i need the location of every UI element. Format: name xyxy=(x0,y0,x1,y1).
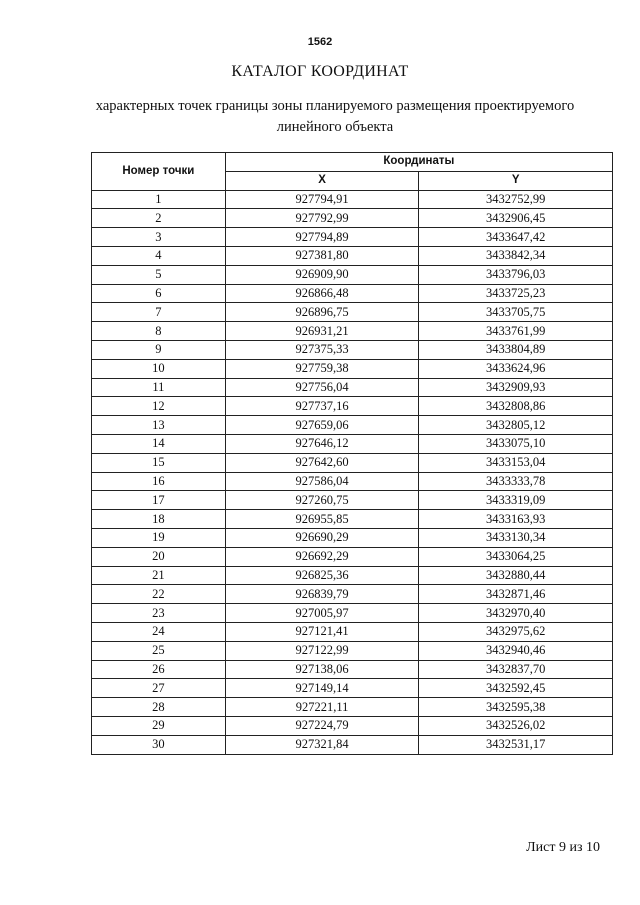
x-coordinate-cell: 927792,99 xyxy=(225,209,419,228)
x-coordinate-cell: 927121,41 xyxy=(225,622,419,641)
x-coordinate-cell: 927221,11 xyxy=(225,698,419,717)
point-number-cell: 23 xyxy=(92,604,226,623)
table-row xyxy=(92,510,613,529)
y-coordinate-cell: 3433075,10 xyxy=(419,434,613,453)
y-coordinate-cell: 3433624,96 xyxy=(419,359,613,378)
y-coordinate-cell: 3432940,46 xyxy=(419,641,613,660)
point-number-cell: 17 xyxy=(92,491,226,510)
y-coordinate-cell: 3432871,46 xyxy=(419,585,613,604)
y-coordinate-cell: 3432595,38 xyxy=(419,698,613,717)
y-coordinate-cell: 3432970,40 xyxy=(419,604,613,623)
table-row xyxy=(92,228,613,247)
y-coordinate-cell: 3433761,99 xyxy=(419,322,613,341)
y-coordinate-cell: 3433705,75 xyxy=(419,303,613,322)
x-coordinate-cell: 927321,84 xyxy=(225,735,419,754)
y-coordinate-cell: 3433804,89 xyxy=(419,340,613,359)
point-number-cell: 5 xyxy=(92,265,226,284)
point-number-cell: 6 xyxy=(92,284,226,303)
x-coordinate-cell: 926931,21 xyxy=(225,322,419,341)
header-coordinates: Координаты xyxy=(225,153,612,172)
x-coordinate-cell: 927260,75 xyxy=(225,491,419,510)
x-coordinate-cell: 927138,06 xyxy=(225,660,419,679)
y-coordinate-cell: 3433319,09 xyxy=(419,491,613,510)
point-number-cell: 21 xyxy=(92,566,226,585)
document-subtitle xyxy=(60,96,610,138)
y-coordinate-cell: 3432526,02 xyxy=(419,716,613,735)
y-coordinate-cell: 3432906,45 xyxy=(419,209,613,228)
table-row xyxy=(92,416,613,435)
point-number-cell: 9 xyxy=(92,340,226,359)
point-number-cell: 15 xyxy=(92,453,226,472)
point-number-cell: 28 xyxy=(92,698,226,717)
table-row xyxy=(92,397,613,416)
table-row xyxy=(92,735,613,754)
y-coordinate-cell: 3433796,03 xyxy=(419,265,613,284)
table-row xyxy=(92,716,613,735)
table-row xyxy=(92,566,613,585)
point-number-cell: 22 xyxy=(92,585,226,604)
table-row xyxy=(92,472,613,491)
y-coordinate-cell: 3432592,45 xyxy=(419,679,613,698)
point-number-cell: 16 xyxy=(92,472,226,491)
point-number-cell: 26 xyxy=(92,660,226,679)
table-row xyxy=(92,303,613,322)
coordinates-table xyxy=(91,152,613,755)
point-number-cell: 27 xyxy=(92,679,226,698)
table-row xyxy=(92,434,613,453)
table-row xyxy=(92,209,613,228)
point-number-cell: 12 xyxy=(92,397,226,416)
x-coordinate-cell: 927122,99 xyxy=(225,641,419,660)
point-number-cell: 30 xyxy=(92,735,226,754)
point-number-cell: 4 xyxy=(92,246,226,265)
x-coordinate-cell: 927642,60 xyxy=(225,453,419,472)
x-coordinate-cell: 926690,29 xyxy=(225,528,419,547)
x-coordinate-cell: 927586,04 xyxy=(225,472,419,491)
y-coordinate-cell: 3433333,78 xyxy=(419,472,613,491)
y-coordinate-cell: 3433130,34 xyxy=(419,528,613,547)
x-coordinate-cell: 926825,36 xyxy=(225,566,419,585)
point-number-cell: 29 xyxy=(92,716,226,735)
x-coordinate-cell: 927005,97 xyxy=(225,604,419,623)
table-row xyxy=(92,679,613,698)
table-row xyxy=(92,246,613,265)
point-number-cell: 18 xyxy=(92,510,226,529)
point-number-cell: 13 xyxy=(92,416,226,435)
subtitle-line-1: характерных точек границы зоны планируемого размещения проектируемого xyxy=(95,98,575,114)
point-number-cell: 1 xyxy=(92,190,226,209)
table-row xyxy=(92,622,613,641)
x-coordinate-cell: 927149,14 xyxy=(225,679,419,698)
y-coordinate-cell: 3433153,04 xyxy=(419,453,613,472)
y-coordinate-cell: 3432837,70 xyxy=(419,660,613,679)
table-row xyxy=(92,698,613,717)
table-row xyxy=(92,660,613,679)
x-coordinate-cell: 926839,79 xyxy=(225,585,419,604)
table-row xyxy=(92,528,613,547)
x-coordinate-cell: 926896,75 xyxy=(225,303,419,322)
x-coordinate-cell: 926866,48 xyxy=(225,284,419,303)
table-row xyxy=(92,547,613,566)
x-coordinate-cell: 927794,91 xyxy=(225,190,419,209)
point-number-cell: 19 xyxy=(92,528,226,547)
y-coordinate-cell: 3432531,17 xyxy=(419,735,613,754)
y-coordinate-cell: 3433647,42 xyxy=(419,228,613,247)
x-coordinate-cell: 927756,04 xyxy=(225,378,419,397)
document-title: КАТАЛОГ КООРДИНАТ xyxy=(231,63,409,80)
x-coordinate-cell: 927737,16 xyxy=(225,397,419,416)
table-row xyxy=(92,378,613,397)
point-number-cell: 10 xyxy=(92,359,226,378)
x-coordinate-cell: 926955,85 xyxy=(225,510,419,529)
table-row xyxy=(92,284,613,303)
x-coordinate-cell: 926692,29 xyxy=(225,547,419,566)
point-number-cell: 14 xyxy=(92,434,226,453)
point-number-cell: 3 xyxy=(92,228,226,247)
header-point-number: Номер точки xyxy=(92,153,226,191)
x-coordinate-cell: 927646,12 xyxy=(225,434,419,453)
table-row xyxy=(92,265,613,284)
y-coordinate-cell: 3432805,12 xyxy=(419,416,613,435)
subtitle-line-2: линейного объекта xyxy=(276,119,394,135)
table-row xyxy=(92,340,613,359)
x-coordinate-cell: 927794,89 xyxy=(225,228,419,247)
y-coordinate-cell: 3432752,99 xyxy=(419,190,613,209)
table-row xyxy=(92,359,613,378)
y-coordinate-cell: 3433163,93 xyxy=(419,510,613,529)
y-coordinate-cell: 3432880,44 xyxy=(419,566,613,585)
point-number-cell: 7 xyxy=(92,303,226,322)
page-number: 1562 xyxy=(307,36,333,48)
y-coordinate-cell: 3433064,25 xyxy=(419,547,613,566)
x-coordinate-cell: 927759,38 xyxy=(225,359,419,378)
table-row xyxy=(92,585,613,604)
point-number-cell: 2 xyxy=(92,209,226,228)
sheet-number: Лист 9 из 10 xyxy=(526,840,600,855)
point-number-cell: 8 xyxy=(92,322,226,341)
header-y: Y xyxy=(419,171,613,190)
table-row xyxy=(92,604,613,623)
y-coordinate-cell: 3433725,23 xyxy=(419,284,613,303)
y-coordinate-cell: 3432975,62 xyxy=(419,622,613,641)
table-body xyxy=(92,190,613,754)
point-number-cell: 11 xyxy=(92,378,226,397)
x-coordinate-cell: 927375,33 xyxy=(225,340,419,359)
table-row xyxy=(92,491,613,510)
table-row xyxy=(92,641,613,660)
point-number-cell: 20 xyxy=(92,547,226,566)
table-row xyxy=(92,190,613,209)
x-coordinate-cell: 927224,79 xyxy=(225,716,419,735)
y-coordinate-cell: 3433842,34 xyxy=(419,246,613,265)
point-number-cell: 24 xyxy=(92,622,226,641)
header-x: X xyxy=(225,171,419,190)
y-coordinate-cell: 3432909,93 xyxy=(419,378,613,397)
x-coordinate-cell: 926909,90 xyxy=(225,265,419,284)
x-coordinate-cell: 927659,06 xyxy=(225,416,419,435)
x-coordinate-cell: 927381,80 xyxy=(225,246,419,265)
point-number-cell: 25 xyxy=(92,641,226,660)
table-row xyxy=(92,322,613,341)
table-row xyxy=(92,453,613,472)
y-coordinate-cell: 3432808,86 xyxy=(419,397,613,416)
